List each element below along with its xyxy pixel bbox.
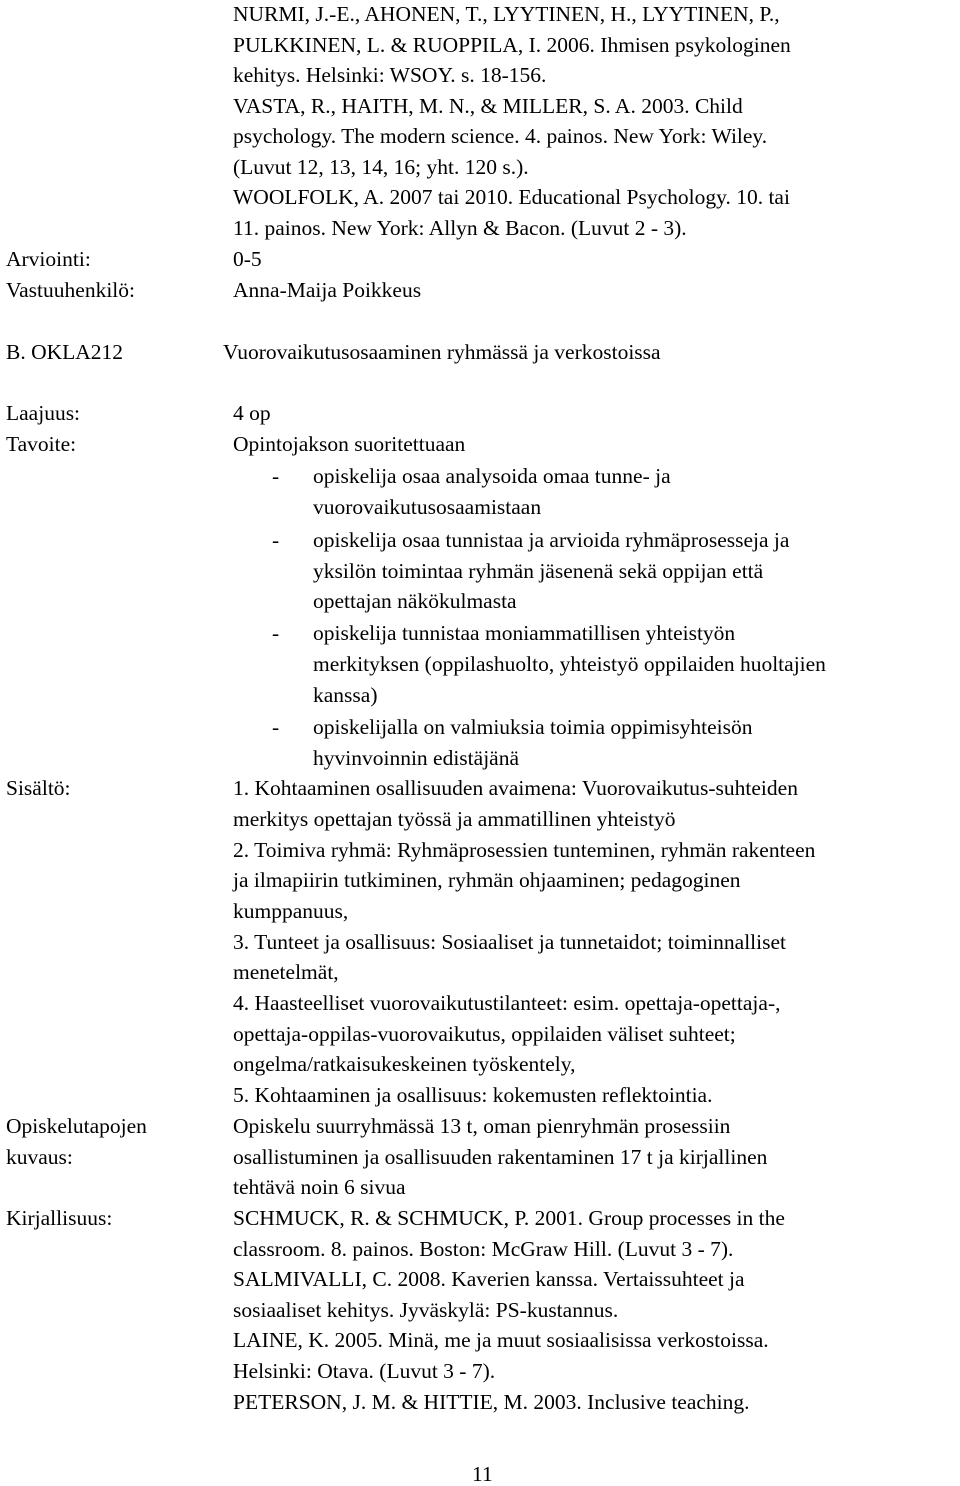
content-line: 1. Kohtaaminen osallisuuden avaimena: Vuorovaikutus-suhteiden [233,776,798,800]
arviointi-label: Arviointi: [6,247,91,271]
bullet-dash: - [272,621,280,645]
opiskelutavat-label-2: kuvaus: [6,1145,73,1169]
literature-line: Helsinki: Otava. (Luvut 3 - 7). [233,1359,496,1383]
study-method-line: Opiskelu suurryhmässä 13 t, oman pienryhmän prosessiin [233,1114,731,1138]
goal-line: opettajan näkökulmasta [313,589,517,613]
arviointi-value: 0-5 [233,247,262,271]
reference-line: kehitys. Helsinki: WSOY. s. 18-156. [233,63,547,87]
goal-line: hyvinvoinnin edistäjänä [313,746,520,770]
goal-line: opiskelija osaa tunnistaa ja arvioida ryhmäprosesseja ja [313,528,790,552]
goal-line: opiskelija osaa analysoida omaa tunne- ja [313,464,671,488]
tavoite-intro: Opintojakson suoritettuaan [233,432,466,456]
content-line: 4. Haasteelliset vuorovaikutustilanteet: esim. opettaja-opettaja-, [233,991,781,1015]
vastuuhenkilo-value: Anna-Maija Poikkeus [233,278,422,302]
kirjallisuus-label: Kirjallisuus: [6,1206,113,1230]
goal-line: opiskelija tunnistaa moniammatillisen yhteistyön [313,621,736,645]
goal-line: opiskelijalla on valmiuksia toimia oppimisyhteisön [313,715,753,739]
reference-line: NURMI, J.-E., AHONEN, T., LYYTINEN, H., LYYTINEN, P., [233,2,780,26]
reference-line: VASTA, R., HAITH, M. N., & MILLER, S. A. 2003. Child [233,94,743,118]
content-line: merkitys opettajan työssä ja ammatillinen yhteistyö [233,807,676,831]
bullet-dash: - [272,464,280,488]
course-title: Vuorovaikutusosaaminen ryhmässä ja verkostoissa [223,340,661,364]
study-method-line: tehtävä noin 6 sivua [233,1175,406,1199]
laajuus-value: 4 op [233,401,271,425]
content-line: opettaja-oppilas-vuorovaikutus, oppilaiden väliset suhteet; [233,1022,736,1046]
content-line: menetelmät, [233,960,339,984]
content-line: kumppanuus, [233,899,349,923]
reference-line: PULKKINEN, L. & RUOPPILA, I. 2006. Ihmisen psykologinen [233,33,791,57]
sisalto-label: Sisältö: [6,776,71,800]
reference-line: psychology. The modern science. 4. painos. New York: Wiley. [233,124,768,148]
goal-line: vuorovaikutusosaamistaan [313,495,542,519]
opiskelutavat-label: Opiskelutapojen [6,1114,147,1138]
vastuuhenkilo-label: Vastuuhenkilö: [6,278,135,302]
study-method-line: osallistuminen ja osallisuuden rakentaminen 17 t ja kirjallinen [233,1145,768,1169]
page-number: 11 [472,1462,493,1486]
literature-line: SCHMUCK, R. & SCHMUCK, P. 2001. Group processes in the [233,1206,785,1230]
literature-line: SALMIVALLI, C. 2008. Kaverien kanssa. Vertaissuhteet ja [233,1267,745,1291]
literature-line: LAINE, K. 2005. Minä, me ja muut sosiaalisissa verkostoissa. [233,1328,769,1352]
content-line: 5. Kohtaaminen ja osallisuus: kokemusten reflektointia. [233,1083,713,1107]
goal-line: yksilön toimintaa ryhmän jäsenenä sekä oppijan että [313,559,764,583]
content-line: ongelma/ratkaisukeskeinen työskentely, [233,1052,576,1076]
literature-line: sosiaaliset kehitys. Jyväskylä: PS-kustannus. [233,1298,619,1322]
course-code: B. OKLA212 [6,340,124,364]
bullet-dash: - [272,528,280,552]
goal-line: merkityksen (oppilashuolto, yhteistyö oppilaiden huoltajien [313,652,826,676]
content-line: ja ilmapiirin tutkiminen, ryhmän ohjaaminen; pedagoginen [233,868,741,892]
literature-line: PETERSON, J. M. & HITTIE, M. 2003. Inclusive teaching. [233,1390,750,1414]
reference-line: (Luvut 12, 13, 14, 16; yht. 120 s.). [233,155,529,179]
literature-line: classroom. 8. painos. Boston: McGraw Hill. (Luvut 3 - 7). [233,1237,734,1261]
laajuus-label: Laajuus: [6,401,81,425]
goal-line: kanssa) [313,683,378,707]
content-line: 2. Toimiva ryhmä: Ryhmäprosessien tunteminen, ryhmän rakenteen [233,838,816,862]
content-line: 3. Tunteet ja osallisuus: Sosiaaliset ja tunnetaidot; toiminnalliset [233,930,786,954]
bullet-dash: - [272,715,280,739]
tavoite-label: Tavoite: [6,432,77,456]
reference-line: 11. painos. New York: Allyn & Bacon. (Luvut 2 - 3). [233,216,687,240]
reference-line: WOOLFOLK, A. 2007 tai 2010. Educational Psychology. 10. tai [233,185,790,209]
